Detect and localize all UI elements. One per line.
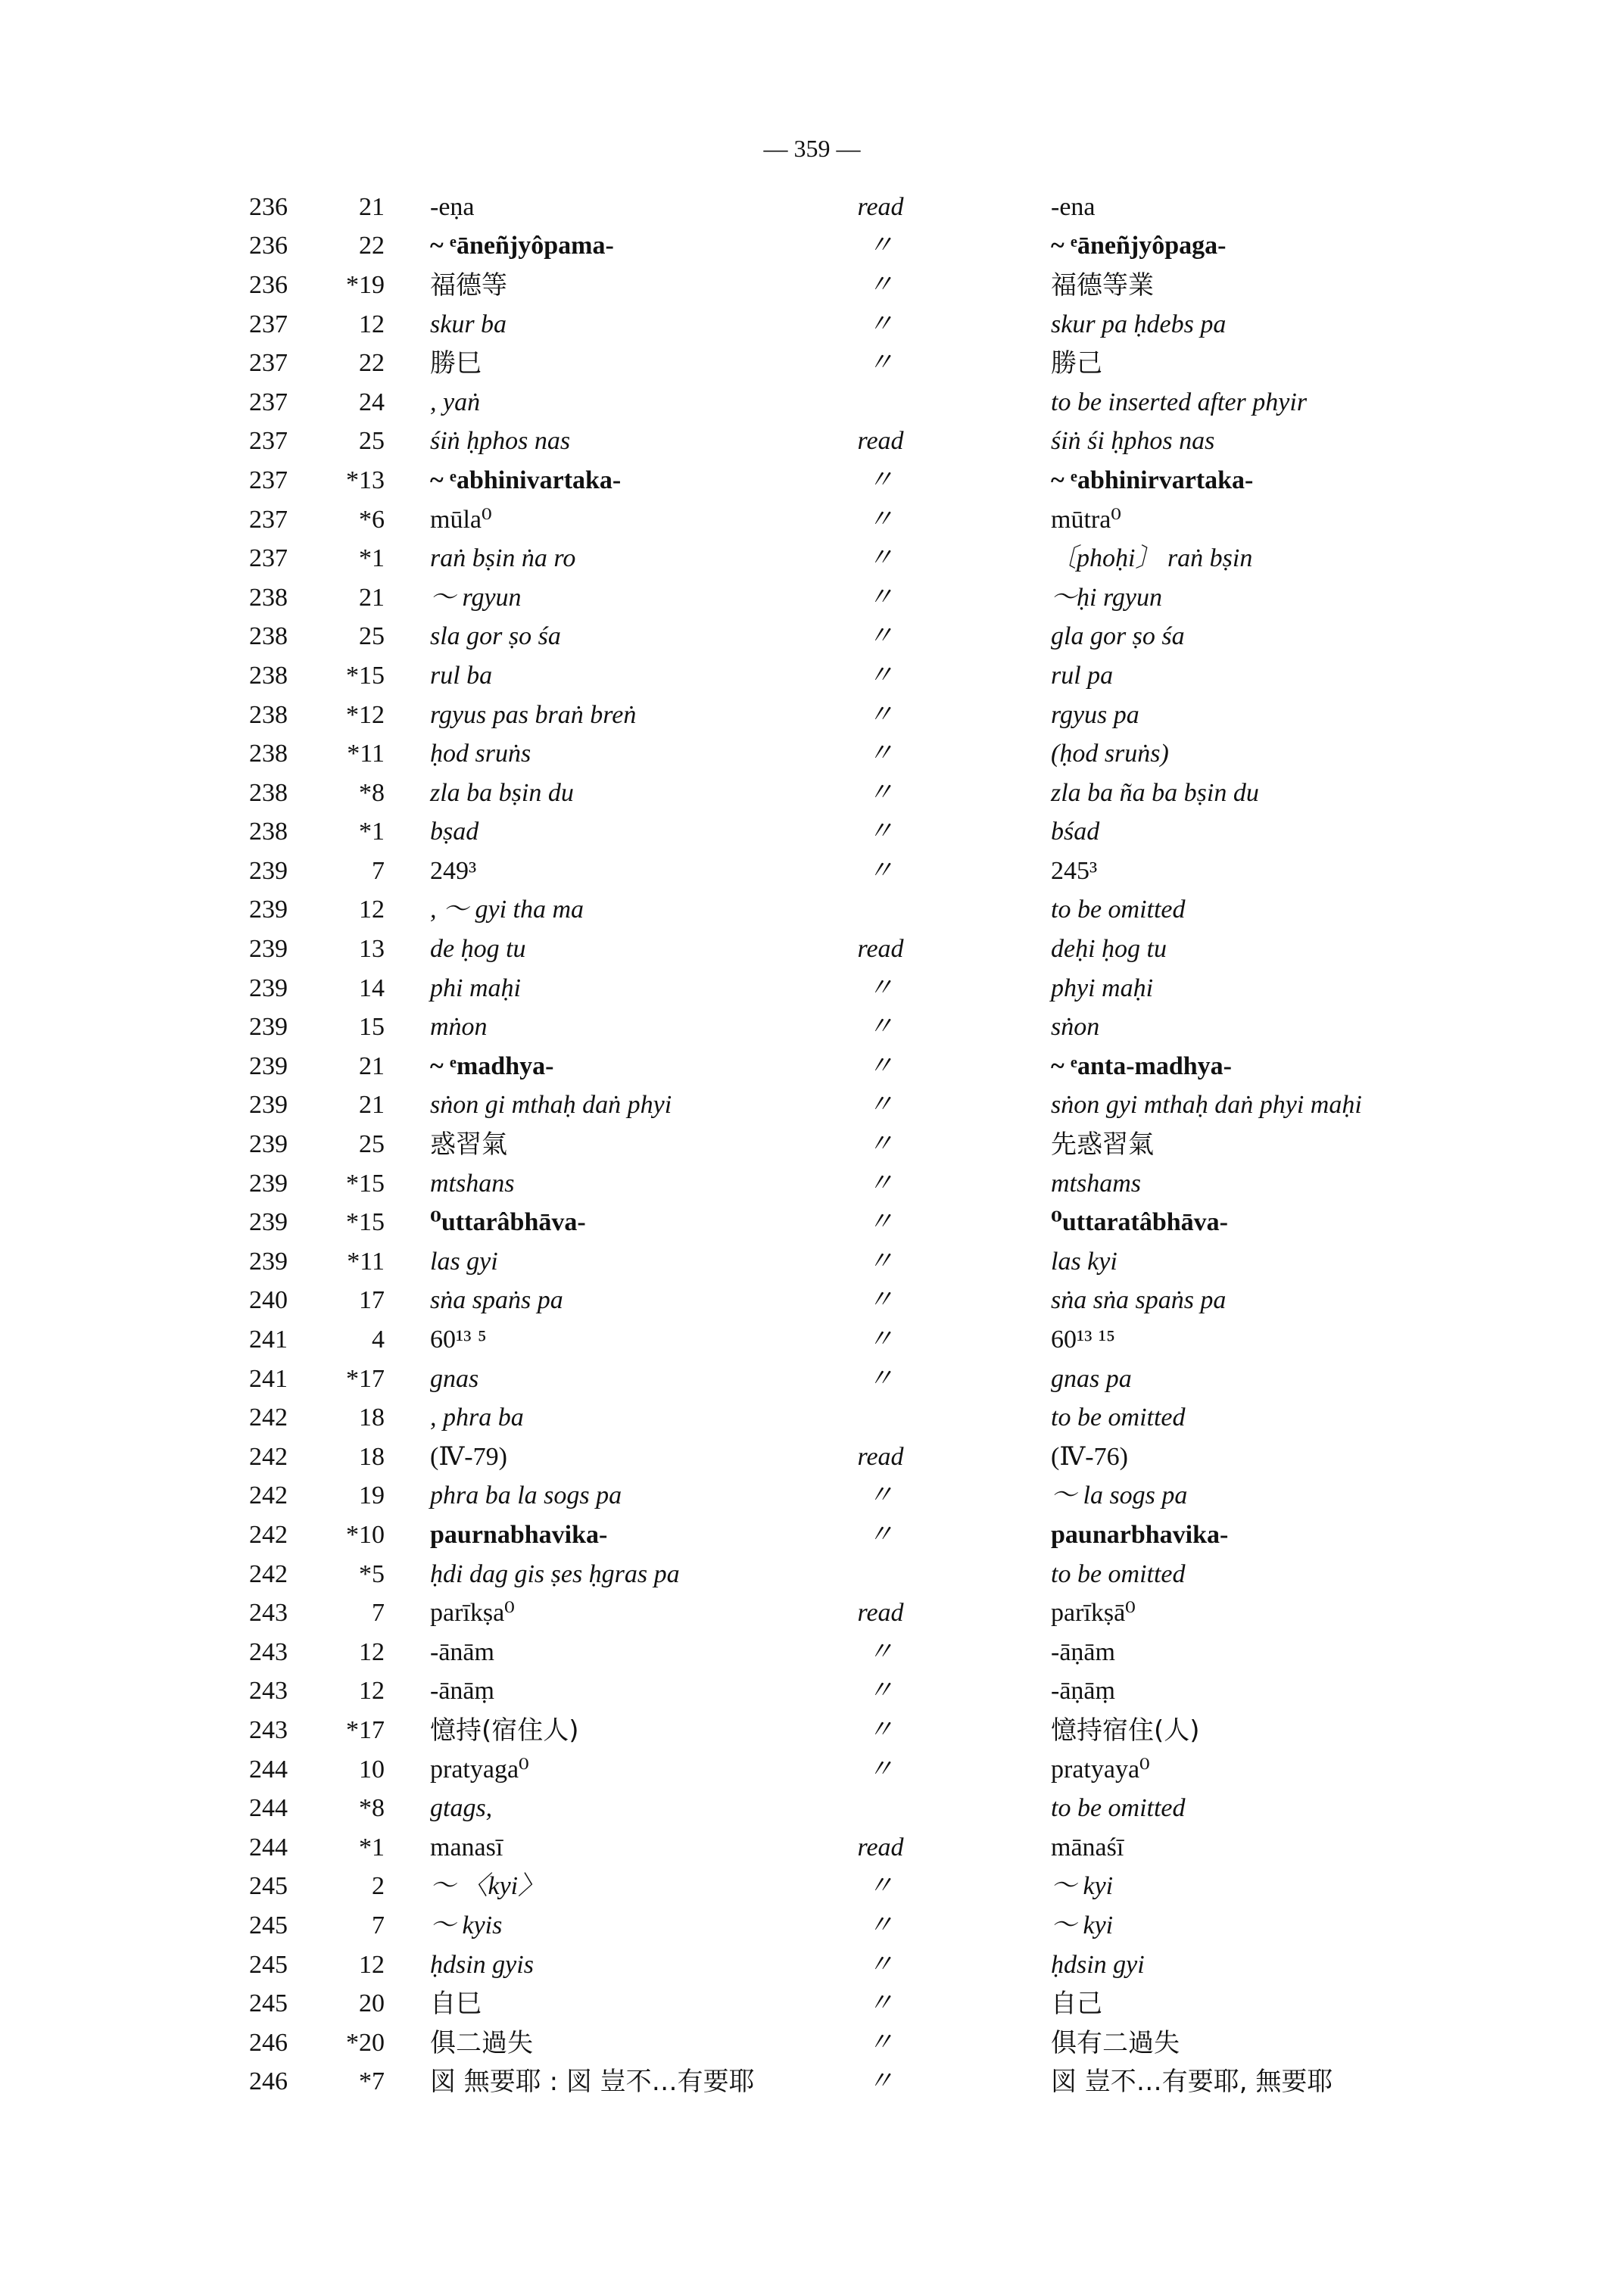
page-ref: 243 [249, 1637, 288, 1666]
wrong-text: 249³ [430, 856, 477, 885]
correction-mark: 〃 [868, 270, 893, 299]
correction-mark: 〃 [868, 1208, 893, 1237]
corrected-text: 憶持宿住(人) [1051, 1715, 1200, 1746]
errata-row [204, 2063, 1582, 2102]
corrected-text: 勝己 [1051, 348, 1102, 379]
corrected-text: 60¹³ ¹⁵ [1051, 1326, 1115, 1354]
line-ref: *20 [346, 2028, 385, 2057]
page-ref: 237 [249, 544, 288, 573]
wrong-text: ḥdi dag gis ṣes ḥgras pa [430, 1559, 680, 1588]
errata-row [204, 656, 1582, 696]
corrected-text: -ena [1051, 192, 1096, 221]
page-ref: 239 [249, 1051, 288, 1080]
errata-row [204, 1242, 1582, 1282]
correction-mark: 〃 [868, 1013, 893, 1042]
wrong-text: rul ba [430, 661, 493, 690]
errata-row [204, 2024, 1582, 2063]
corrected-text: to be omitted [1051, 1559, 1186, 1588]
line-ref: 19 [359, 1481, 385, 1510]
correction-mark: 〃 [868, 1130, 893, 1159]
wrong-text: -ānām [430, 1637, 494, 1666]
line-ref: *15 [346, 1208, 385, 1237]
correction-mark: 〃 [868, 1520, 893, 1549]
errata-row [204, 500, 1582, 540]
corrected-text: ḥdsin gyi [1051, 1950, 1145, 1979]
page-ref: 237 [249, 310, 288, 338]
errata-row [204, 1516, 1582, 1555]
errata-row [204, 1828, 1582, 1868]
errata-row [204, 1477, 1582, 1516]
wrong-text: pratyaga⁰ [430, 1755, 529, 1784]
corrected-text: mūtra⁰ [1051, 505, 1121, 534]
wrong-text: de ḥog tu [430, 935, 526, 964]
corrected-text: zla ba ña ba bṣin du [1051, 778, 1259, 807]
wrong-text: gnas [430, 1364, 479, 1393]
wrong-text: ⁰uttarâbhāva- [430, 1208, 586, 1237]
corrected-text: -āṇām [1051, 1637, 1115, 1666]
line-ref: 7 [372, 1599, 385, 1628]
errata-row [204, 618, 1582, 657]
correction-mark: 〃 [868, 1755, 893, 1784]
page-ref: 245 [249, 1911, 288, 1939]
correction-mark: 〃 [868, 1481, 893, 1510]
errata-row [204, 1203, 1582, 1242]
page-ref: 237 [249, 388, 288, 416]
page-ref: 245 [249, 1872, 288, 1901]
wrong-text: zla ba bṣin du [430, 778, 574, 807]
errata-row [204, 969, 1582, 1008]
corrected-text: mtshams [1051, 1169, 1142, 1198]
errata-row [204, 1672, 1582, 1712]
line-ref: 13 [359, 935, 385, 964]
correction-mark: 〃 [868, 1715, 893, 1744]
corrected-text: sṅon gyi mthaḥ daṅ phyi maḥi [1051, 1091, 1362, 1120]
correction-mark: 〃 [868, 232, 893, 260]
correction-mark: 〃 [868, 1326, 893, 1354]
page-ref: 244 [249, 1794, 288, 1823]
correction-mark [839, 383, 922, 422]
corrected-text: gla gor ṣo śa [1051, 622, 1185, 651]
errata-row [204, 930, 1582, 969]
line-ref: *11 [347, 1247, 385, 1276]
wrong-text: parīkṣa⁰ [430, 1599, 515, 1628]
wrong-text: 憶持(宿住人) [430, 1715, 579, 1746]
errata-row [204, 422, 1582, 462]
corrected-text: 〔phoḥi〕 raṅ bṣin [1051, 544, 1253, 573]
errata-row [204, 696, 1582, 735]
line-ref: 25 [359, 427, 385, 456]
page-ref: 236 [249, 270, 288, 299]
line-ref: 2 [372, 1872, 385, 1901]
corrected-text: to be omitted [1051, 896, 1186, 924]
line-ref: 12 [359, 1950, 385, 1979]
corrected-text: deḥi ḥog tu [1051, 935, 1167, 964]
errata-body [204, 188, 1582, 2101]
correction-mark: 〃 [868, 818, 893, 846]
correction-mark: read [857, 192, 904, 221]
wrong-text: mṅon [430, 1013, 488, 1042]
line-ref: 22 [359, 232, 385, 260]
corrected-text: (ḥod sruṅs) [1051, 740, 1169, 768]
corrected-text: to be inserted after phyir [1051, 388, 1308, 416]
wrong-text: ～ rgyun [430, 583, 522, 612]
corrected-text: ～ kyi [1051, 1872, 1114, 1901]
wrong-text: 勝巳 [430, 348, 482, 379]
line-ref: 15 [359, 1013, 385, 1042]
line-ref: 7 [372, 1911, 385, 1939]
page-ref: 243 [249, 1677, 288, 1706]
errata-row [204, 891, 1582, 930]
page-ref: 245 [249, 1950, 288, 1979]
correction-mark: 〃 [868, 505, 893, 534]
corrected-text: bśad [1051, 818, 1100, 846]
line-ref: 10 [359, 1755, 385, 1784]
page-ref: 239 [249, 856, 288, 885]
line-ref: 20 [359, 1989, 385, 2018]
errata-row [204, 1282, 1582, 1321]
corrected-text: ~ ͤāneñjyôpaga- [1051, 232, 1227, 260]
wrong-text: mūla⁰ [430, 505, 492, 534]
correction-mark: 〃 [868, 856, 893, 885]
page-ref: 240 [249, 1286, 288, 1315]
line-ref: *12 [346, 700, 385, 729]
errata-table [204, 188, 1582, 2101]
line-ref: *8 [359, 1794, 385, 1823]
wrong-text: skur ba [430, 310, 507, 338]
correction-mark: 〃 [868, 1169, 893, 1198]
page-ref: 239 [249, 896, 288, 924]
page-ref: 238 [249, 622, 288, 651]
wrong-text: 俱二過失 [430, 2027, 533, 2058]
correction-mark [839, 891, 922, 930]
wrong-text: ~ ͤāneñjyôpama- [430, 232, 614, 260]
errata-row [204, 1164, 1582, 1204]
page-ref: 242 [249, 1404, 288, 1432]
wrong-text: mtshans [430, 1169, 515, 1198]
corrected-text: pratyaya⁰ [1051, 1755, 1150, 1784]
corrected-text: sṅon [1051, 1013, 1100, 1042]
correction-mark: 〃 [868, 974, 893, 1002]
line-ref: *7 [359, 2067, 385, 2096]
correction-mark: 〃 [868, 778, 893, 807]
line-ref: 21 [359, 192, 385, 221]
line-ref: 21 [359, 1091, 385, 1120]
wrong-text: ~ ͤabhinivartaka- [430, 466, 622, 494]
corrected-text: parīkṣā⁰ [1051, 1599, 1136, 1628]
errata-row [204, 1086, 1582, 1126]
correction-mark: 〃 [868, 1989, 893, 2018]
line-ref: 18 [359, 1404, 385, 1432]
wrong-text: las gyi [430, 1247, 498, 1276]
line-ref: 12 [359, 1637, 385, 1666]
correction-mark: read [857, 1833, 904, 1862]
page-ref: 239 [249, 1130, 288, 1159]
corrected-text: paunarbhavika- [1051, 1520, 1229, 1549]
line-ref: 18 [359, 1442, 385, 1471]
corrected-text: ～ḥi rgyun [1051, 583, 1163, 612]
corrected-text: sṅa sṅa spaṅs pa [1051, 1286, 1227, 1315]
corrected-text: ～ la sogs pa [1051, 1481, 1188, 1510]
errata-row [204, 461, 1582, 500]
errata-row [204, 344, 1582, 383]
correction-mark: 〃 [868, 1677, 893, 1706]
errata-row [204, 774, 1582, 813]
line-ref: *11 [347, 740, 385, 768]
correction-mark [839, 1789, 922, 1828]
page-ref: 243 [249, 1715, 288, 1744]
line-ref: *10 [346, 1520, 385, 1549]
errata-row [204, 1125, 1582, 1164]
line-ref: 25 [359, 1130, 385, 1159]
correction-mark [839, 1555, 922, 1594]
wrong-text: ḥdsin gyis [430, 1950, 534, 1979]
line-ref: 25 [359, 622, 385, 651]
errata-row [204, 1711, 1582, 1750]
errata-row [204, 1984, 1582, 2024]
page-ref: 242 [249, 1559, 288, 1588]
wrong-text: sṅon gi mthaḥ daṅ phyi [430, 1091, 672, 1120]
errata-row [204, 1750, 1582, 1790]
page-ref: 239 [249, 974, 288, 1002]
wrong-text: sṅa spaṅs pa [430, 1286, 563, 1315]
line-ref: 24 [359, 388, 385, 416]
page-ref: 236 [249, 232, 288, 260]
correction-mark: 〃 [868, 310, 893, 338]
page-ref: 241 [249, 1326, 288, 1354]
correction-mark: 〃 [868, 1051, 893, 1080]
page-ref: 242 [249, 1520, 288, 1549]
errata-row [204, 305, 1582, 344]
corrected-text: ~ ͤanta-madhya- [1051, 1051, 1232, 1080]
wrong-text: 自巳 [430, 1989, 482, 2020]
line-ref: *17 [346, 1715, 385, 1744]
line-ref: *15 [346, 1169, 385, 1198]
correction-mark: 〃 [868, 2067, 893, 2096]
page-ref: 243 [249, 1599, 288, 1628]
errata-row [204, 1398, 1582, 1438]
corrected-text: 自己 [1051, 1989, 1102, 2020]
line-ref: 17 [359, 1286, 385, 1315]
corrected-text: 図 豈不…有要耶, 無要耶 [1051, 2067, 1333, 2098]
correction-mark: 〃 [868, 583, 893, 612]
wrong-text: 惑習氣 [430, 1129, 507, 1161]
wrong-text: raṅ bṣin ṅa ro [430, 544, 576, 573]
corrected-text: 先惑習氣 [1051, 1129, 1154, 1161]
line-ref: *15 [346, 661, 385, 690]
page-ref: 239 [249, 935, 288, 964]
wrong-text: rgyus pas braṅ breṅ [430, 700, 637, 729]
correction-mark: read [857, 1599, 904, 1628]
wrong-text: -eṇa [430, 192, 475, 221]
correction-mark: 〃 [868, 1637, 893, 1666]
errata-row [204, 734, 1582, 774]
corrected-text: 245³ [1051, 856, 1098, 885]
errata-row [204, 227, 1582, 266]
wrong-text: paurnabhavika- [430, 1520, 608, 1549]
line-ref: 14 [359, 974, 385, 1002]
errata-row [204, 1633, 1582, 1672]
errata-row [204, 1438, 1582, 1477]
page-ref: 237 [249, 505, 288, 534]
errata-row [204, 1868, 1582, 1907]
correction-mark [839, 1398, 922, 1438]
wrong-text: (Ⅳ-79) [430, 1442, 507, 1471]
correction-mark: 〃 [868, 1911, 893, 1939]
wrong-text: sla gor ṣo śa [430, 622, 561, 651]
page-ref: 245 [249, 1989, 288, 2018]
correction-mark: read [857, 427, 904, 456]
corrected-text: -āṇāṃ [1051, 1677, 1115, 1706]
wrong-text: gtags, [430, 1794, 493, 1823]
line-ref: *5 [359, 1559, 385, 1588]
errata-row [204, 1789, 1582, 1828]
line-ref: 21 [359, 583, 385, 612]
line-ref: *6 [359, 505, 385, 534]
corrected-text: 俱有二過失 [1051, 2027, 1180, 2058]
corrected-text: rgyus pa [1051, 700, 1139, 729]
page-ref: 238 [249, 818, 288, 846]
line-ref: *8 [359, 778, 385, 807]
correction-mark: 〃 [868, 700, 893, 729]
errata-row [204, 1906, 1582, 1946]
wrong-text: 60¹³ ⁵ [430, 1326, 487, 1354]
line-ref: *1 [359, 1833, 385, 1862]
correction-mark: 〃 [868, 2028, 893, 2057]
errata-row [204, 852, 1582, 891]
page-ref: 238 [249, 778, 288, 807]
errata-row [204, 188, 1582, 227]
page-ref: 244 [249, 1755, 288, 1784]
correction-mark: 〃 [868, 622, 893, 651]
correction-mark: 〃 [868, 661, 893, 690]
page-ref: 239 [249, 1013, 288, 1042]
corrected-text: phyi maḥi [1051, 974, 1154, 1002]
corrected-text: gnas pa [1051, 1364, 1132, 1393]
wrong-text: ḥod sruṅs [430, 740, 531, 768]
wrong-text: śiṅ ḥphos nas [430, 427, 571, 456]
errata-row [204, 1047, 1582, 1086]
corrected-text: ～ kyi [1051, 1911, 1114, 1939]
errata-row [204, 1320, 1582, 1360]
line-ref: *1 [359, 544, 385, 573]
corrected-text: to be omitted [1051, 1794, 1186, 1823]
page-ref: 237 [249, 427, 288, 456]
line-ref: *1 [359, 818, 385, 846]
errata-row [204, 266, 1582, 305]
correction-mark: 〃 [868, 1872, 893, 1901]
errata-row [204, 539, 1582, 578]
page-ref: 239 [249, 1208, 288, 1237]
line-ref: 12 [359, 1677, 385, 1706]
errata-row [204, 383, 1582, 422]
line-ref: 12 [359, 310, 385, 338]
errata-row [204, 1555, 1582, 1594]
line-ref: *19 [346, 270, 385, 299]
page-ref: 244 [249, 1833, 288, 1862]
correction-mark: 〃 [868, 466, 893, 494]
corrected-text: las kyi [1051, 1247, 1117, 1276]
page-ref: 238 [249, 583, 288, 612]
correction-mark: 〃 [868, 1247, 893, 1276]
wrong-text: ~ ͤmadhya- [430, 1051, 554, 1080]
wrong-text: phi maḥi [430, 974, 521, 1002]
wrong-text: -ānāṃ [430, 1677, 494, 1706]
page-ref: 246 [249, 2028, 288, 2057]
page-ref: 238 [249, 661, 288, 690]
corrected-text: śiṅ śi ḥphos nas [1051, 427, 1215, 456]
page-ref: 242 [249, 1442, 288, 1471]
page-ref: 239 [249, 1247, 288, 1276]
corrected-text: to be omitted [1051, 1404, 1186, 1432]
wrong-text: 図 無要耶 : 図 豈不…有要耶 [430, 2067, 755, 2098]
correction-mark: 〃 [868, 1950, 893, 1979]
corrected-text: ~ ͤabhinirvartaka- [1051, 466, 1254, 494]
wrong-text: ～ 〈kyi〉 [430, 1872, 544, 1901]
corrected-text: ⁰uttaratâbhāva- [1051, 1208, 1228, 1237]
wrong-text: , ～ gyi tha ma [430, 896, 584, 924]
page-ref: 238 [249, 740, 288, 768]
page-ref: 242 [249, 1481, 288, 1510]
correction-mark: 〃 [868, 349, 893, 378]
line-ref: 7 [372, 856, 385, 885]
corrected-text: rul pa [1051, 661, 1114, 690]
errata-row [204, 578, 1582, 618]
page-ref: 236 [249, 192, 288, 221]
errata-row [204, 1946, 1582, 1985]
correction-mark: 〃 [868, 1091, 893, 1120]
line-ref: 4 [372, 1326, 385, 1354]
line-ref: 12 [359, 896, 385, 924]
page-ref: 246 [249, 2067, 288, 2096]
correction-mark: read [857, 935, 904, 964]
correction-mark: 〃 [868, 740, 893, 768]
wrong-text: phra ba la sogs pa [430, 1481, 622, 1510]
corrected-text: (Ⅳ-76) [1051, 1442, 1128, 1471]
line-ref: *17 [346, 1364, 385, 1393]
errata-row [204, 1008, 1582, 1047]
page-ref: 237 [249, 349, 288, 378]
wrong-text: 福德等 [430, 269, 507, 301]
wrong-text: ～ kyis [430, 1911, 503, 1939]
wrong-text: bṣad [430, 818, 479, 846]
correction-mark: 〃 [868, 544, 893, 573]
errata-row [204, 1594, 1582, 1633]
corrected-text: mānaśī [1051, 1833, 1124, 1862]
corrected-text: 福德等業 [1051, 269, 1154, 301]
corrected-text: skur pa ḥdebs pa [1051, 310, 1227, 338]
page-number: — 359 — [763, 135, 861, 162]
page-ref: 241 [249, 1364, 288, 1393]
correction-mark: 〃 [868, 1364, 893, 1393]
line-ref: 22 [359, 349, 385, 378]
wrong-text: manasī [430, 1833, 503, 1862]
correction-mark: read [857, 1442, 904, 1471]
correction-mark: 〃 [868, 1286, 893, 1315]
errata-row [204, 813, 1582, 852]
line-ref: 21 [359, 1051, 385, 1080]
wrong-text: , phra ba [430, 1404, 524, 1432]
line-ref: *13 [346, 466, 385, 494]
page-ref: 237 [249, 466, 288, 494]
wrong-text: , yaṅ [430, 388, 481, 416]
errata-row [204, 1360, 1582, 1399]
page-ref: 239 [249, 1169, 288, 1198]
page-ref: 239 [249, 1091, 288, 1120]
page-ref: 238 [249, 700, 288, 729]
